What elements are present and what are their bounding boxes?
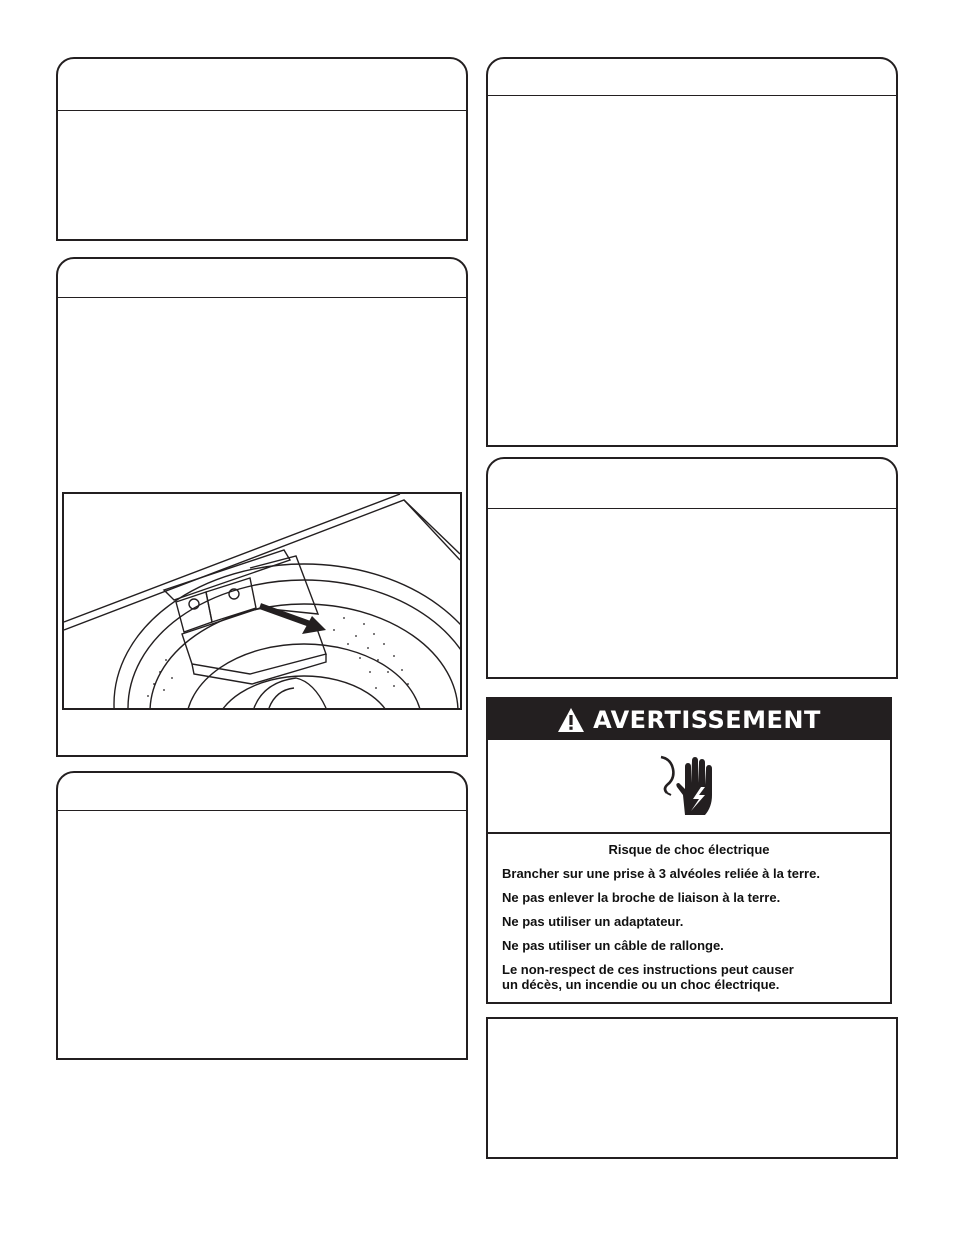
- instruction-box-5: [486, 457, 898, 679]
- instruction-box-2-header: [58, 259, 466, 298]
- warning-line: Ne pas utiliser un adaptateur.: [502, 914, 684, 929]
- warning-triangle-icon: [557, 707, 585, 733]
- warning-title: AVERTISSEMENT: [593, 705, 821, 734]
- instruction-box-3-header: [58, 773, 466, 811]
- instruction-box-4-header: [488, 59, 896, 96]
- instruction-box-4: [486, 57, 898, 447]
- warning-consequence-line: Le non-respect de ces instructions peut causer: [502, 962, 794, 977]
- warning-heading: Risque de choc électrique: [608, 842, 770, 857]
- warning-label: [486, 697, 892, 1004]
- warning-text: [488, 834, 890, 992]
- washer-dispenser-drawing: [64, 494, 460, 708]
- warning-icon-area: [488, 740, 890, 834]
- instruction-box-6: [486, 1017, 898, 1159]
- instruction-box-3: [56, 771, 468, 1060]
- electrical-shock-hand-icon: [657, 753, 721, 819]
- warning-consequence: [502, 962, 876, 992]
- warning-header: [488, 699, 890, 740]
- instruction-box-5-header: [488, 459, 896, 509]
- warning-line: Ne pas enlever la broche de liaison à la terre.: [502, 890, 781, 905]
- instruction-box-1-header: [58, 59, 466, 111]
- warning-line: Brancher sur une prise à 3 alvéoles reliée à la terre.: [502, 866, 820, 881]
- warning-consequence-line: un décès, un incendie ou un choc électrique.: [502, 977, 780, 992]
- warning-line: Ne pas utiliser un câble de rallonge.: [502, 938, 724, 953]
- dispenser-drawer-illustration: [62, 492, 462, 710]
- instruction-box-1: [56, 57, 468, 241]
